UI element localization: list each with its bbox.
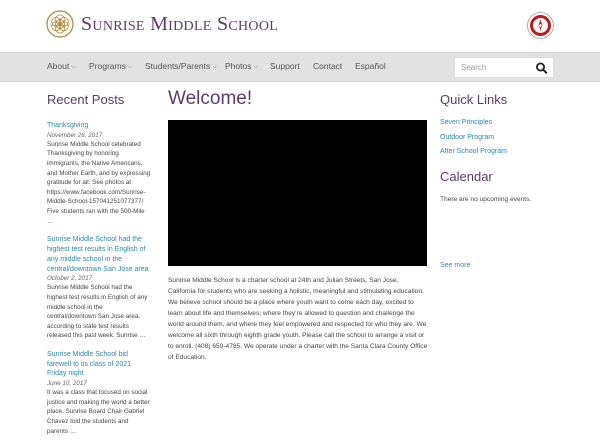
nav-item-students-parents[interactable] (145, 61, 217, 71)
post-excerpt: It was a class that focused on social justice and making the world a better place. Sunrise Board Chair Gabriel Chávez told the students and parents … (47, 389, 150, 435)
post-date: October 2, 2017 (47, 275, 93, 283)
quick-link-outdoor-program[interactable]: Outdoor Program (440, 133, 495, 141)
recent-posts-widget (47, 92, 151, 445)
calendar-title: Calendar (440, 169, 493, 184)
post-title-link[interactable]: Sunrise Middle School bid farewell to its class of 2021 Friday night (47, 350, 132, 378)
post-title-link[interactable]: Thanksgiving (47, 122, 89, 129)
site-header (0, 0, 600, 52)
school-logo-icon[interactable] (46, 10, 74, 38)
list-item (47, 121, 151, 226)
calendar-empty-text: There are no upcoming events. (440, 196, 532, 203)
search-input[interactable] (455, 58, 529, 77)
quick-links-title: Quick Links (440, 92, 508, 107)
nav-item-label: Español (355, 61, 386, 71)
nav-item-label: Photos (225, 61, 252, 71)
list-item (47, 350, 151, 436)
video-player[interactable] (168, 120, 427, 266)
see-more-link[interactable]: See more (440, 262, 471, 269)
nav-item-label: Contact (313, 61, 343, 71)
page-title: Welcome! (168, 88, 253, 109)
nav-item-label: Support (270, 61, 300, 71)
main-content (168, 88, 428, 363)
nav-item-programs[interactable] (89, 61, 132, 71)
chevron-down-icon: ⌵ (212, 64, 217, 70)
chevron-down-icon: ⌵ (253, 64, 259, 70)
school-seal-icon (527, 12, 554, 39)
search-box (454, 57, 554, 78)
post-date: June 10, 2017 (47, 380, 87, 388)
nav-item-about[interactable] (47, 61, 76, 71)
nav-item-photos[interactable] (225, 61, 258, 71)
right-sidebar (440, 92, 560, 203)
post-date: November 26, 2017 (47, 131, 103, 139)
nav-item-label: Students/Parents (145, 61, 211, 71)
quick-link-seven-principles[interactable]: Seven Principles (440, 119, 493, 126)
main-nav (0, 52, 600, 82)
post-excerpt: Sunrise Middle School had the highest test results in English of any middle school in the central/downtown San Jose area, according to state test results released this past week. Sunrise … (47, 284, 148, 340)
nav-item-contact[interactable] (313, 61, 342, 71)
chevron-down-icon: ⌵ (127, 64, 133, 70)
nav-item-label: About (47, 61, 70, 71)
intro-text: Sunrise Middle School is a charter school at 24th and Julian Streets, San Jose, California for students who are seeking a holistic, meaningful and stimulating education. We believe school should be a place where youth want to come each day, excited to learn about life and themselves, where they’re allowed to question and challenge the world around them, and where they feel empowered and respected for who they are. We welcome all sixth through eighth grade youth. Please call the school to arrange a visit or to enroll. (408) 659-4785. We operate under a charter with the Santa Clara County Office of Education. (168, 277, 428, 361)
post-excerpt: Sunrise Middle School celebrated Thanksgiving by honoring immigrants, the Native Americans, and Mother Earth, and by expressing gratitude for all. See photos at https://www.facebook.com/Sunrise-Middle-School-157041251077377/ Five students ran with the 500-Mile … (47, 140, 151, 225)
nav-item-espanol[interactable] (355, 61, 386, 71)
quick-link-after-school-program[interactable]: After School Program (440, 148, 507, 155)
nav-item-label: Programs (89, 61, 126, 71)
post-title-link[interactable]: Sunrise Middle School had the highest test results in English of any middle school in the central/downtown San Jose area (47, 236, 149, 273)
chevron-down-icon: ⌵ (71, 64, 76, 70)
recent-posts-title: Recent Posts (47, 92, 125, 107)
search-icon[interactable] (533, 61, 551, 75)
list-item (47, 235, 151, 341)
nav-item-support[interactable] (270, 61, 300, 71)
site-title[interactable]: Sunrise Middle School (81, 13, 279, 35)
